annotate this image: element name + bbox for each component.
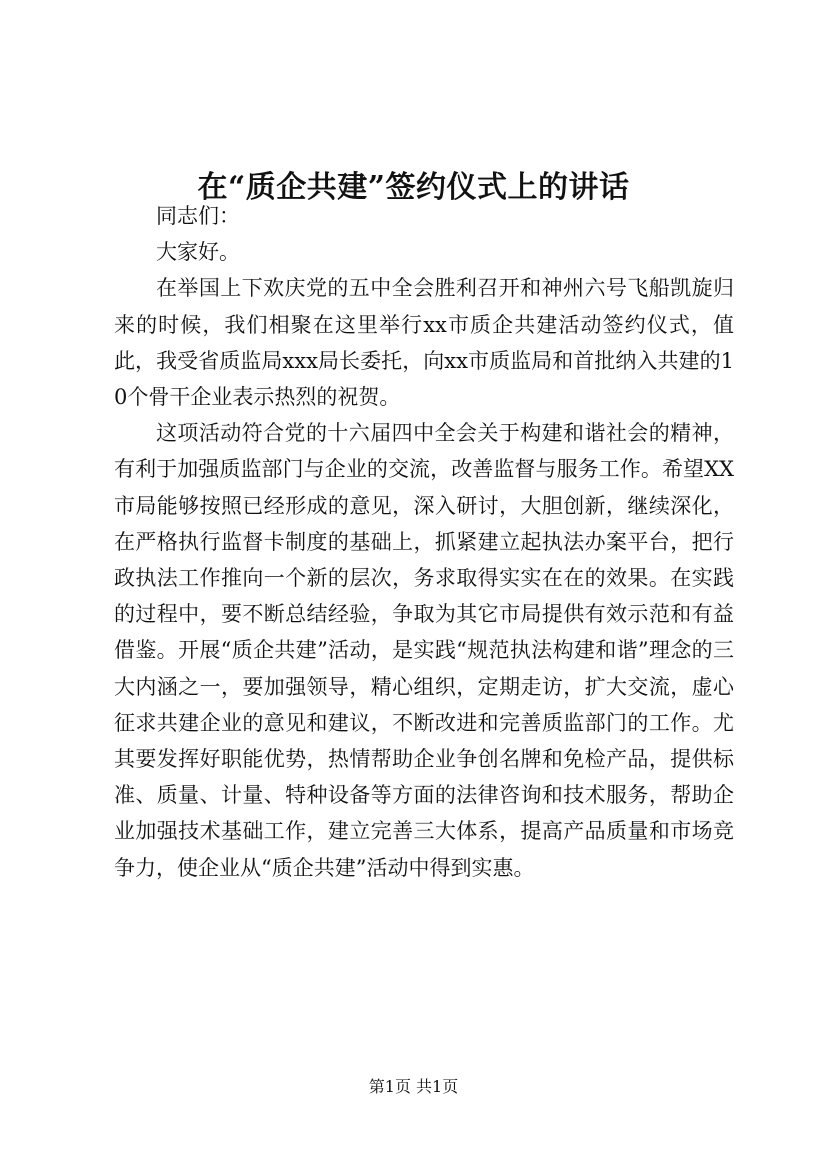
paragraph-opening: 在举国上下欢庆党的五中全会胜利召开和神州六号飞船凯旋归来的时候，我们相聚在这里举行xx市质企共建活动签约仪式，值此，我受省质监局xxx局长委托，向xx市质监局和首批纳入共建的10个骨干企业表示热烈的祝贺。 [114,276,734,410]
salutation: 同志们： [156,204,240,228]
document-body [114,198,734,886]
page-footer: 第1页 共1页 [368,1077,459,1096]
greeting: 大家好。 [156,240,240,265]
paragraph-main: 这项活动符合党的十六届四中全会关于构建和谐社会的精神，有利于加强质监部门与企业的交流，改善监督与服务工作。希望XX市局能够按照已经形成的意见，深入研讨，大胆创新，继续深化，在严格执行监督卡制度的基础上，抓紧建立起执法办案平台，把行政执法工作推向一个新的层次，务求取得实实在在的效果。在实践的过程中，要不断总结经验，争取为其它市局提供有效示范和有益借鉴。开展“质企共建”活动，是实践“规范执法构建和谐”理念的三大内涵之一，要加强领导，精心组织，定期走访，扩大交流，虚心征求共建企业的意见和建议，不断改进和完善质监部门的工作。尤其要发挥好职能优势，热情帮助企业争创名牌和免检产品，提供标准、质量、计量、特种设备等方面的法律咨询和技术服务，帮助企业加强技术基础工作，建立完善三大体系，提高产品质量和市场竞争力，使企业从“质企共建”活动中得到实惠。 [114,421,734,880]
document-title: 在“质企共建”签约仪式上的讲话 [197,170,630,206]
